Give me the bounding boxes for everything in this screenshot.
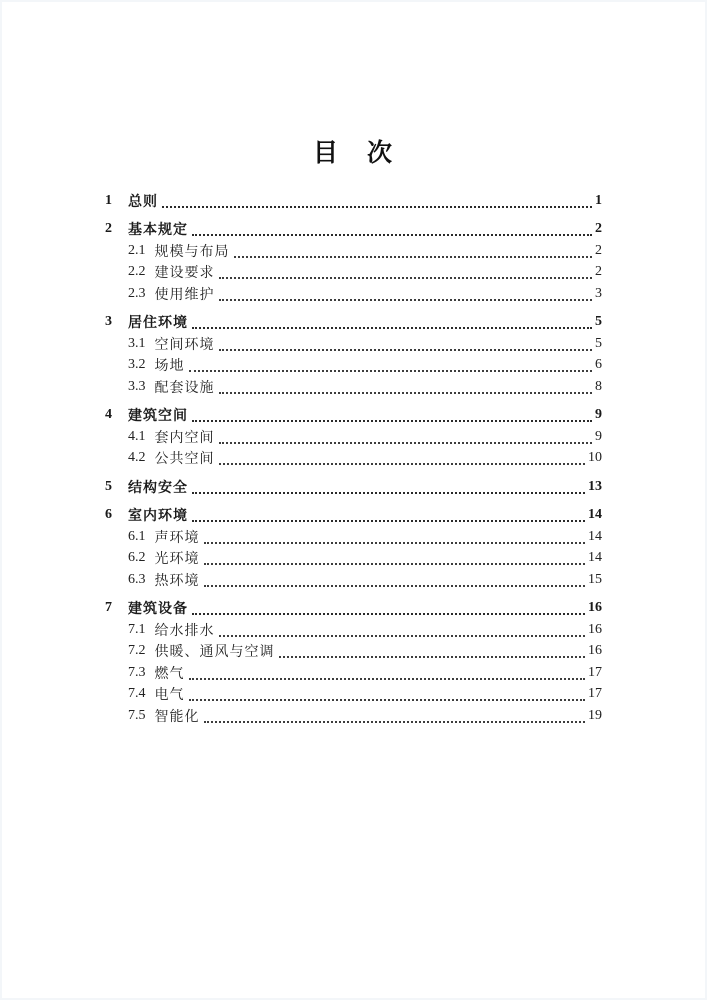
toc-entry-number: 7.2 bbox=[128, 643, 146, 659]
dot-leader bbox=[219, 635, 586, 637]
toc-entry-label: 声环境 bbox=[154, 530, 200, 546]
dot-leader bbox=[189, 699, 586, 701]
toc-entry-number: 7.3 bbox=[128, 664, 146, 680]
toc-entry-label: 光环境 bbox=[154, 552, 200, 568]
toc-entry-page: 14 bbox=[588, 528, 602, 544]
toc-entry-page: 2 bbox=[595, 264, 602, 280]
toc-entry-label: 电气 bbox=[154, 688, 185, 704]
toc-entry bbox=[105, 376, 602, 398]
toc-entry bbox=[105, 641, 602, 663]
toc-entry bbox=[105, 505, 602, 527]
toc-entry-number: 2.2 bbox=[128, 264, 146, 280]
toc-entry bbox=[105, 548, 602, 570]
toc-entry-number: 3 bbox=[105, 314, 112, 330]
toc-entry-number: 5 bbox=[105, 478, 112, 494]
toc-entry-label: 智能化 bbox=[154, 709, 200, 725]
dot-leader bbox=[219, 277, 593, 279]
toc-entry-label: 基本规定 bbox=[128, 223, 188, 239]
toc-entry-page: 13 bbox=[588, 478, 602, 494]
dot-leader bbox=[162, 206, 592, 208]
toc-entry-number: 7.4 bbox=[128, 686, 146, 702]
toc-entry-label: 建设要求 bbox=[154, 266, 215, 282]
toc-entry bbox=[105, 526, 602, 548]
table-of-contents bbox=[105, 190, 602, 727]
toc-entry-number: 1 bbox=[105, 192, 112, 208]
toc-entry bbox=[105, 705, 602, 727]
toc-entry-number: 4.2 bbox=[128, 450, 146, 466]
dot-leader bbox=[192, 520, 585, 522]
toc-entry bbox=[105, 405, 602, 427]
toc-entry-number: 7.5 bbox=[128, 707, 146, 723]
toc-entry-number: 3.3 bbox=[128, 378, 146, 394]
dot-leader bbox=[192, 234, 592, 236]
toc-entry bbox=[105, 312, 602, 334]
toc-entry bbox=[105, 355, 602, 377]
toc-entry-number: 6.1 bbox=[128, 528, 146, 544]
toc-entry-label: 室内环境 bbox=[128, 509, 188, 525]
toc-entry bbox=[105, 662, 602, 684]
dot-leader bbox=[189, 370, 593, 372]
toc-entry bbox=[105, 619, 602, 641]
toc-entry-number: 4.1 bbox=[128, 428, 146, 444]
toc-entry bbox=[105, 598, 602, 620]
toc-entry-page: 1 bbox=[595, 192, 602, 208]
toc-entry-label: 给水排水 bbox=[154, 623, 215, 639]
toc-entry-number: 6.2 bbox=[128, 550, 146, 566]
toc-entry-page: 5 bbox=[595, 314, 602, 330]
dot-leader bbox=[234, 256, 593, 258]
toc-entry-label: 配套设施 bbox=[154, 380, 215, 396]
toc-entry-page: 16 bbox=[588, 643, 602, 659]
toc-entry-page: 8 bbox=[595, 378, 602, 394]
toc-entry bbox=[105, 426, 602, 448]
toc-entry-page: 17 bbox=[588, 686, 602, 702]
toc-entry bbox=[105, 448, 602, 470]
dot-leader bbox=[219, 299, 593, 301]
toc-entry-number: 3.1 bbox=[128, 335, 146, 351]
toc-entry-number: 7.1 bbox=[128, 621, 146, 637]
dot-leader bbox=[192, 492, 585, 494]
toc-entry-page: 19 bbox=[588, 707, 602, 723]
toc-entry-label: 场地 bbox=[154, 359, 185, 375]
dot-leader bbox=[192, 327, 592, 329]
toc-entry-number: 7 bbox=[105, 600, 112, 616]
toc-entry-page: 16 bbox=[588, 600, 602, 616]
toc-entry-label: 建筑空间 bbox=[128, 409, 188, 425]
toc-entry-number: 6 bbox=[105, 507, 112, 523]
toc-entry-number: 2.3 bbox=[128, 285, 146, 301]
toc-entry bbox=[105, 240, 602, 262]
dot-leader bbox=[204, 721, 586, 723]
toc-entry-page: 6 bbox=[595, 357, 602, 373]
toc-entry bbox=[105, 283, 602, 305]
dot-leader bbox=[192, 420, 592, 422]
dot-leader bbox=[204, 542, 586, 544]
toc-entry bbox=[105, 190, 602, 212]
toc-entry-label: 使用维护 bbox=[154, 287, 215, 303]
toc-entry-label: 供暖、通风与空调 bbox=[154, 645, 275, 661]
toc-entry-label: 居住环境 bbox=[128, 316, 188, 332]
toc-entry-number: 6.3 bbox=[128, 571, 146, 587]
toc-entry bbox=[105, 476, 602, 498]
toc-entry-page: 2 bbox=[595, 221, 602, 237]
toc-entry-page: 9 bbox=[595, 407, 602, 423]
page-title: 目 次 bbox=[312, 140, 394, 167]
dot-leader bbox=[219, 349, 593, 351]
toc-entry-number: 2 bbox=[105, 221, 112, 237]
toc-entry bbox=[105, 684, 602, 706]
dot-leader bbox=[192, 613, 585, 615]
toc-entry-page: 15 bbox=[588, 571, 602, 587]
toc-entry-label: 规模与布局 bbox=[154, 244, 230, 260]
toc-entry-label: 燃气 bbox=[154, 666, 185, 682]
dot-leader bbox=[204, 585, 586, 587]
toc-entry-number: 3.2 bbox=[128, 357, 146, 373]
dot-leader bbox=[189, 678, 586, 680]
toc-entry-page: 2 bbox=[595, 242, 602, 258]
toc-entry-page: 16 bbox=[588, 621, 602, 637]
toc-entry-label: 空间环境 bbox=[154, 337, 215, 353]
toc-entry-label: 套内空间 bbox=[154, 430, 215, 446]
toc-entry-page: 14 bbox=[588, 550, 602, 566]
toc-entry-label: 总则 bbox=[128, 194, 158, 210]
toc-entry bbox=[105, 333, 602, 355]
toc-entry bbox=[105, 262, 602, 284]
toc-entry-page: 17 bbox=[588, 664, 602, 680]
toc-entry-page: 9 bbox=[595, 428, 602, 444]
toc-entry-label: 结构安全 bbox=[128, 480, 188, 496]
dot-leader bbox=[204, 563, 586, 565]
dot-leader bbox=[219, 442, 593, 444]
dot-leader bbox=[219, 392, 593, 394]
toc-entry-label: 热环境 bbox=[154, 573, 200, 589]
toc-entry-page: 3 bbox=[595, 285, 602, 301]
toc-entry-page: 10 bbox=[588, 450, 602, 466]
toc-entry-label: 公共空间 bbox=[154, 452, 215, 468]
toc-entry-page: 14 bbox=[588, 507, 602, 523]
toc-entry-number: 2.1 bbox=[128, 242, 146, 258]
toc-entry bbox=[105, 219, 602, 241]
dot-leader bbox=[219, 463, 586, 465]
toc-entry bbox=[105, 569, 602, 591]
toc-entry-label: 建筑设备 bbox=[128, 602, 188, 618]
toc-entry-page: 5 bbox=[595, 335, 602, 351]
dot-leader bbox=[279, 656, 586, 658]
toc-entry-number: 4 bbox=[105, 407, 112, 423]
